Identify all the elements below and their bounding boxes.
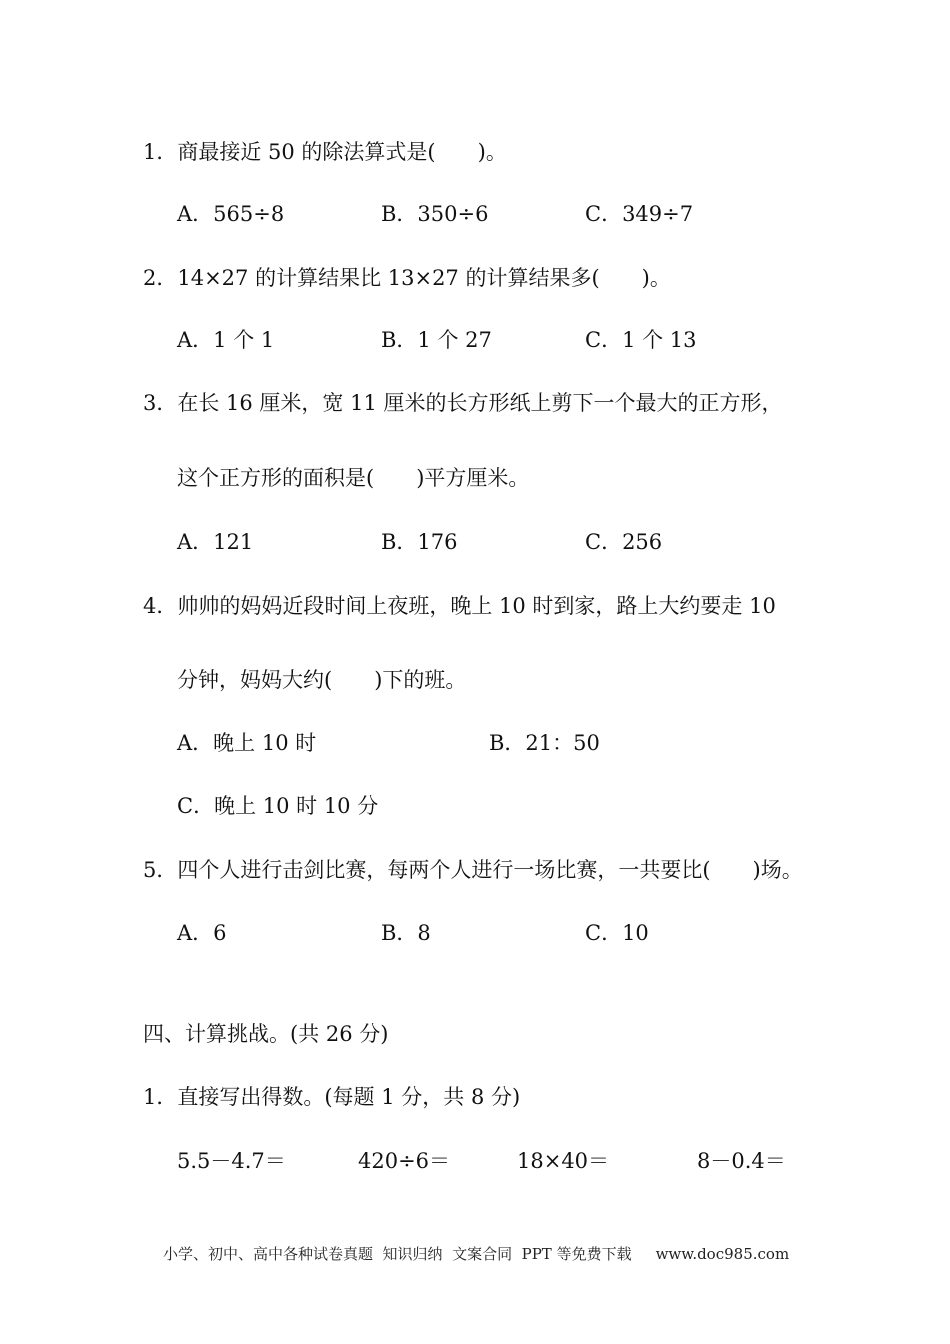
- q5-option-a: A．6: [177, 921, 227, 945]
- q5-option-b: B．8: [381, 921, 431, 945]
- calc-item-4: 8－0.4＝: [697, 1149, 786, 1173]
- question-3-continuation: 这个正方形的面积是( )平方厘米。: [177, 466, 530, 490]
- section-4-question-1: 1．直接写出得数。(每题 1 分，共 8 分): [143, 1085, 521, 1109]
- q3-option-c: C．256: [585, 530, 663, 554]
- calc-item-2: 420÷6＝: [358, 1149, 451, 1173]
- q1-option-c: C．349÷7: [585, 202, 694, 226]
- question-5: 5．四个人进行击剑比赛，每两个人进行一场比赛，一共要比( )场。: [143, 858, 803, 882]
- question-2: 2．14×27 的计算结果比 13×27 的计算结果多( )。: [143, 266, 671, 290]
- footer-url[interactable]: www.doc985.com: [655, 1245, 790, 1263]
- question-4: 4．帅帅的妈妈近段时间上夜班，晚上 10 时到家，路上大约要走 10: [143, 594, 776, 618]
- q1-option-b: B．350÷6: [381, 202, 489, 226]
- q2-option-c: C．1 个 13: [585, 328, 697, 352]
- q2-option-a: A．1 个 1: [177, 328, 275, 352]
- footer: [163, 1244, 789, 1264]
- footer-text: 小学、初中、高中各种试卷真题 知识归纳 文案合同 PPT 等免费下载: [163, 1245, 632, 1263]
- question-4-continuation: 分钟，妈妈大约( )下的班。: [177, 668, 467, 692]
- calc-item-1: 5.5－4.7＝: [177, 1149, 286, 1173]
- q3-option-a: A．121: [177, 530, 254, 554]
- q5-option-c: C．10: [585, 921, 649, 945]
- section-4-title: 四、计算挑战。(共 26 分): [143, 1022, 389, 1046]
- q3-option-b: B．176: [381, 530, 458, 554]
- q4-option-a: A．晚上 10 时: [177, 731, 317, 755]
- question-3: 3．在长 16 厘米，宽 11 厘米的长方形纸上剪下一个最大的正方形，: [143, 391, 783, 415]
- q2-option-b: B．1 个 27: [381, 328, 492, 352]
- calc-item-3: 18×40＝: [517, 1149, 610, 1173]
- q4-option-c: C．晚上 10 时 10 分: [177, 794, 379, 818]
- q1-option-a: A．565÷8: [177, 202, 285, 226]
- question-1: 1．商最接近 50 的除法算式是( )。: [143, 140, 507, 164]
- q4-option-b: B．21：50: [489, 731, 600, 755]
